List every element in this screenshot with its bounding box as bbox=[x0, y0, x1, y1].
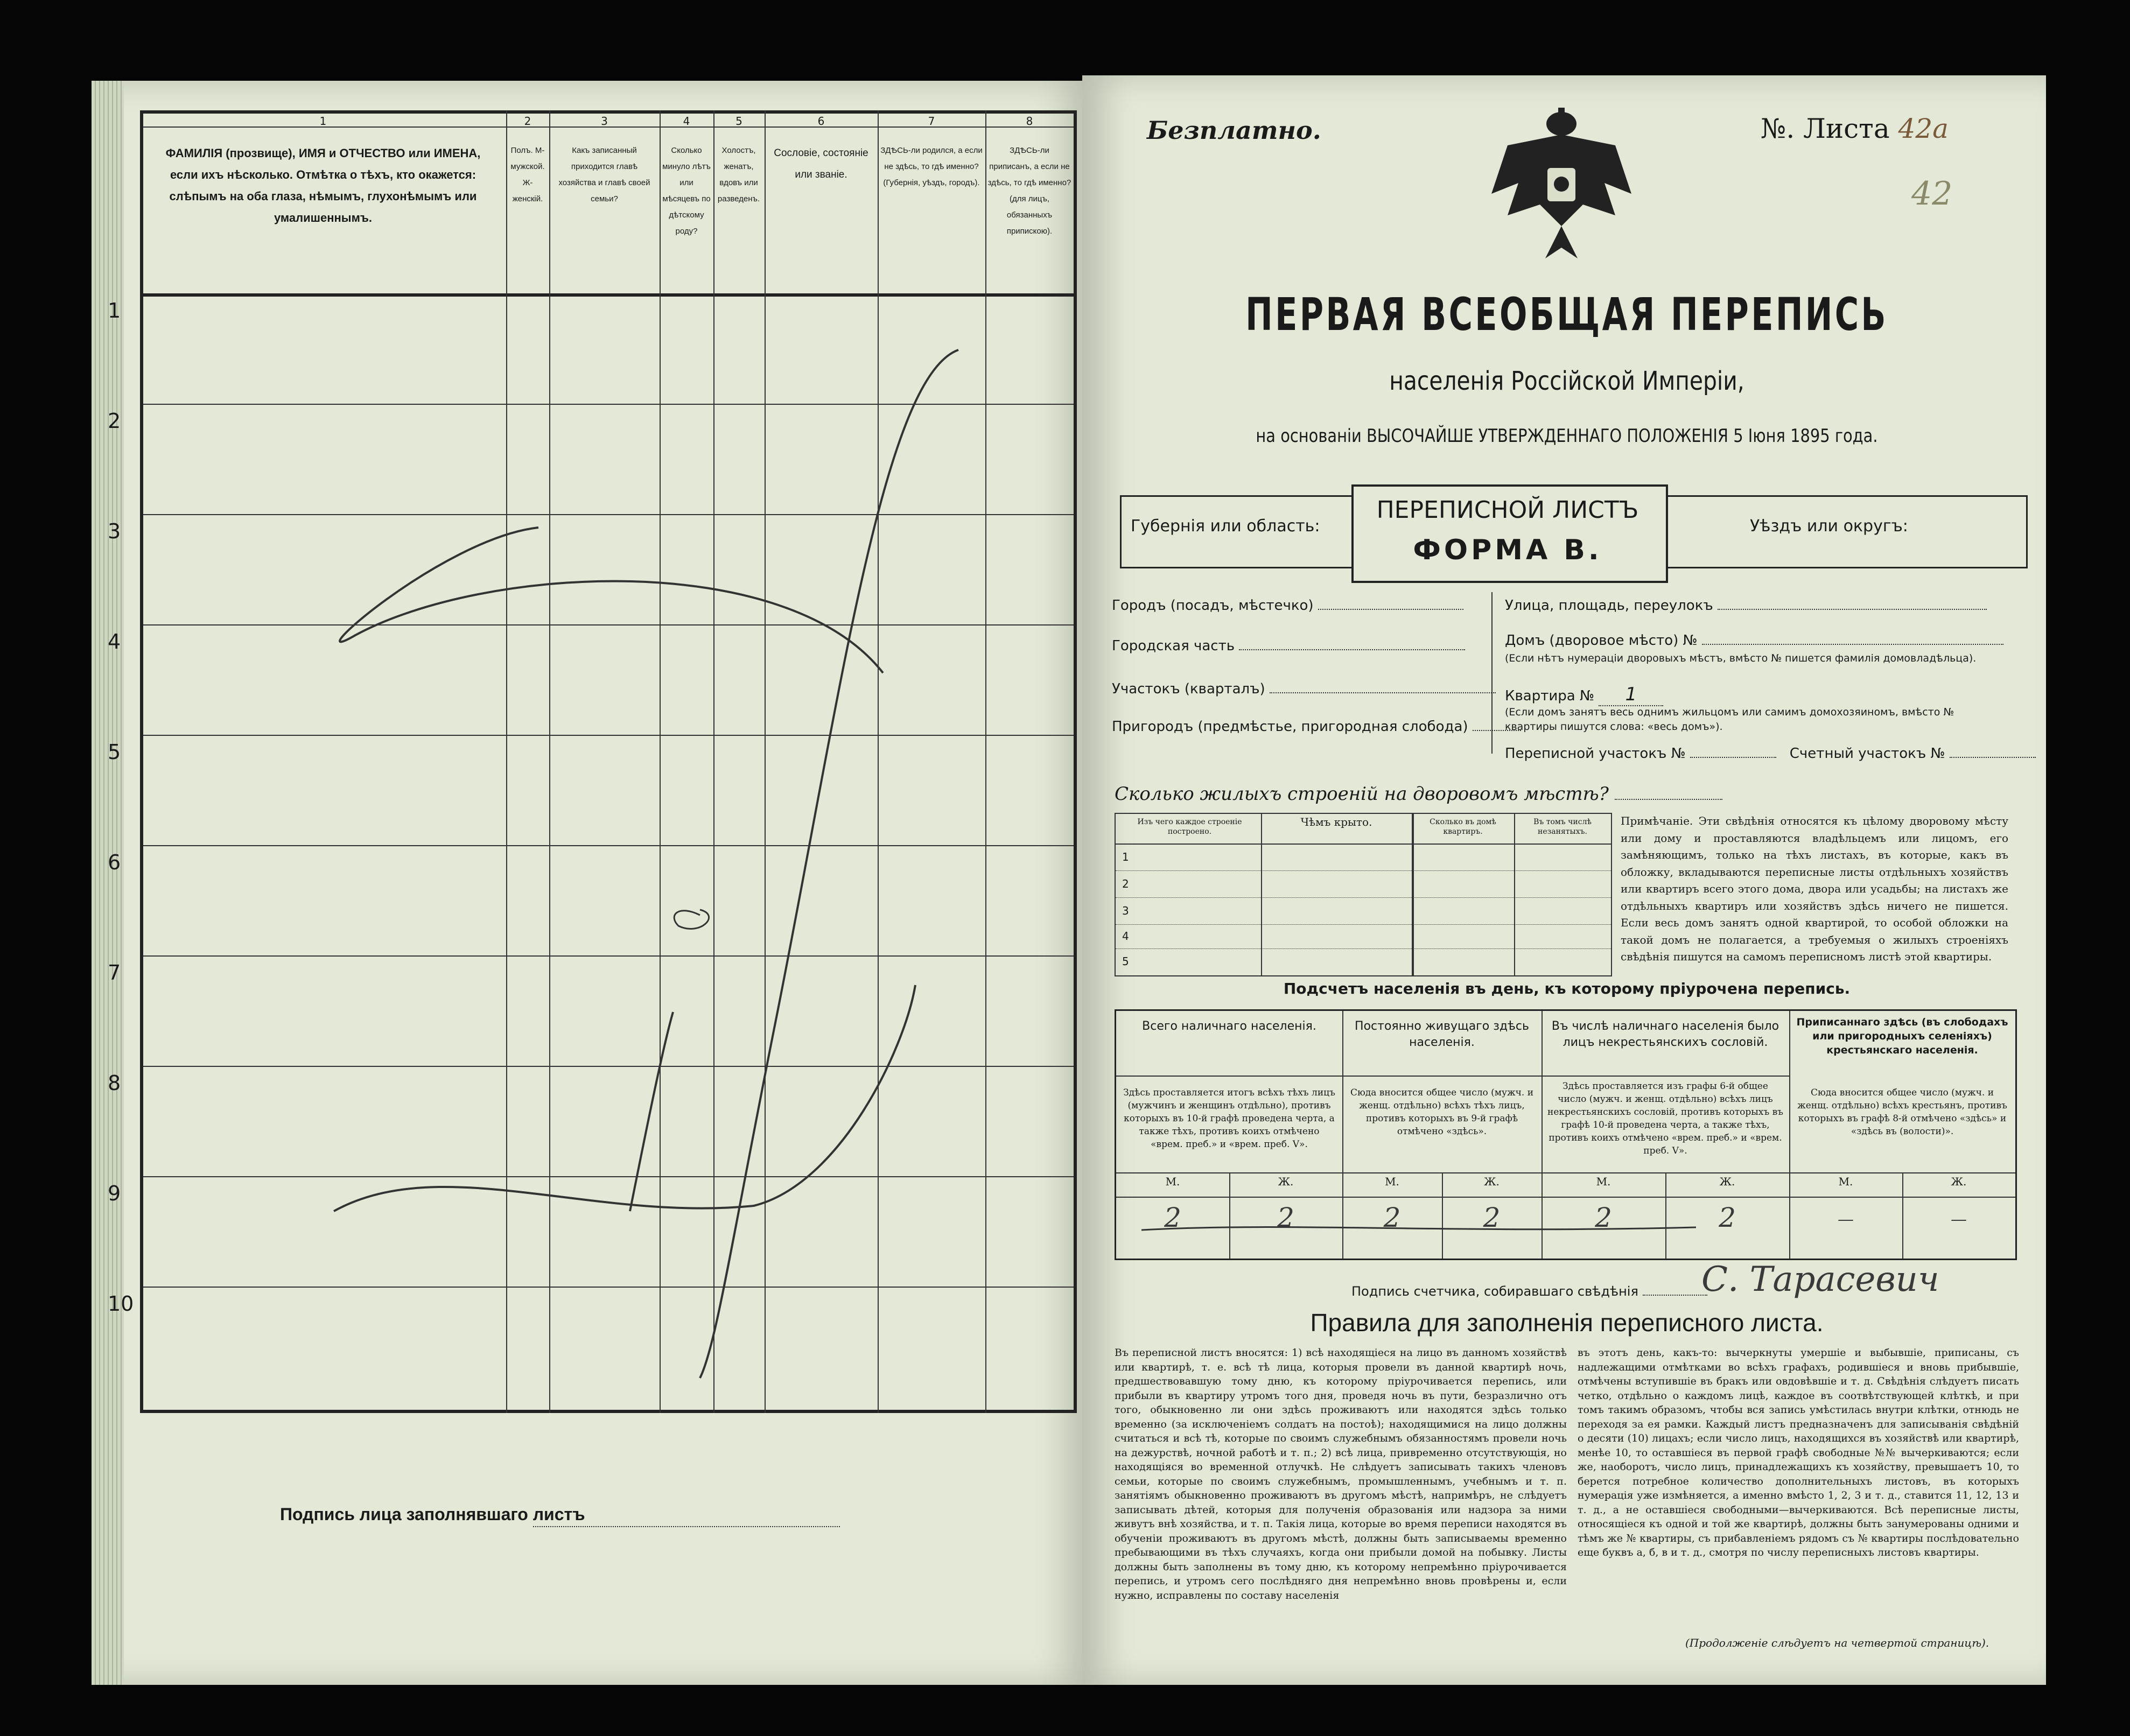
female-label: Ж. bbox=[1719, 1175, 1735, 1188]
census-subtitle: населенія Россійской Имперіи, bbox=[1389, 366, 1744, 396]
population-count-title: Подсчетъ населенія въ день, къ которому пріурочена перепись. bbox=[1283, 980, 1851, 997]
male-label: М. bbox=[1596, 1175, 1611, 1188]
street-field: Улица, площадь, переулокъ bbox=[1505, 598, 1987, 614]
row-number: 7 bbox=[108, 961, 121, 985]
buildings-col-roof: Чѣмъ крыто. bbox=[1300, 816, 1372, 828]
buildings-row: 1 bbox=[1122, 851, 1129, 863]
col-header-registered: ЗДѢСЬ-ли приписанъ, а если не здѣсь, то гдѣ именно? (для лицъ, обязанныхъ припискою). bbox=[987, 146, 1071, 236]
col-number: 3 bbox=[601, 115, 608, 128]
house-field: Домъ (дворовое мѣсто) № bbox=[1505, 632, 2003, 649]
count-explain-peasant: Сюда вносится общее число (мужч. и женщ. отдѣльно) всѣхъ крестьянъ, противъ которыхъ въ графѣ 8-й отмѣчено «здѣсь» и «здѣсь въ (волости)». bbox=[1797, 1087, 2007, 1137]
form-letter: ФОРМА В. bbox=[1413, 534, 1602, 566]
buildings-row: 4 bbox=[1122, 930, 1129, 943]
count-value: 2 bbox=[1595, 1202, 1612, 1233]
census-section-field: Переписной участокъ № Счетный участокъ № bbox=[1505, 746, 2036, 762]
census-basis: на основаніи ВЫСОЧАЙШЕ УТВЕРЖДЕННАГО ПОЛОЖЕНІЯ 5 Іюня 1895 года. bbox=[1256, 425, 1878, 447]
count-header-resident: Постоянно живущаго здѣсь населенія. bbox=[1355, 1020, 1529, 1049]
count-value: 2 bbox=[1719, 1202, 1736, 1233]
row-number: 5 bbox=[108, 740, 121, 764]
count-header-present: Всего наличнаго населенія. bbox=[1142, 1020, 1316, 1033]
row-number: 3 bbox=[108, 519, 121, 543]
col-header-name: ФАМИЛІЯ (прозвище), ИМЯ и ОТЧЕСТВО или ИМЕНА, если ихъ нѣсколько. Отмѣтка о тѣхъ, кто окажется: слѣпымъ на оба глаза, нѣмымъ, глухонѣмымъ или умалишеннымъ. bbox=[165, 146, 481, 224]
house-note: (Если нѣтъ нумераціи дворовыхъ мѣстъ, вмѣсто № пишется фамилія домовладѣльца). bbox=[1505, 652, 1977, 664]
row-number: 2 bbox=[108, 409, 121, 433]
census-title: ПЕРВАЯ ВСЕОБЩАЯ ПЕРЕПИСЬ bbox=[1245, 288, 1888, 341]
suburb-field: Пригородъ (предмѣстье, пригородная слобода) bbox=[1112, 719, 1521, 735]
col-header-relation: Какъ записанный приходится главѣ хозяйства и главѣ своей семьи? bbox=[558, 146, 650, 203]
continued-note: (Продолженіе слѣдуетъ на четвертой страницѣ). bbox=[1685, 1636, 1989, 1649]
handwritten-page-number: 42 bbox=[1911, 175, 1953, 213]
rules-title: Правила для заполненія переписного листа. bbox=[1310, 1309, 1824, 1337]
town-part-field: Городская часть bbox=[1112, 638, 1465, 654]
count-value: 2 bbox=[1277, 1202, 1294, 1233]
male-label: М. bbox=[1838, 1175, 1853, 1188]
female-label: Ж. bbox=[1951, 1175, 1967, 1188]
buildings-row: 5 bbox=[1122, 955, 1129, 968]
count-value: 2 bbox=[1383, 1202, 1401, 1233]
col-number: 8 bbox=[1026, 115, 1033, 128]
sheet-type-title: ПЕРЕПИСНОЙ ЛИСТЪ bbox=[1376, 496, 1639, 524]
male-label: М. bbox=[1385, 1175, 1399, 1188]
buildings-row: 2 bbox=[1122, 877, 1129, 890]
row-number: 4 bbox=[108, 630, 121, 653]
buildings-question: Сколько жилыхъ строеній на дворовомъ мѣстѣ? bbox=[1115, 783, 1722, 805]
col-number: 2 bbox=[524, 115, 531, 128]
count-header-nonpeasant: Въ числѣ наличнаго населенія было лицъ некрестьянскихъ сословій. bbox=[1551, 1020, 1779, 1049]
female-label: Ж. bbox=[1484, 1175, 1500, 1188]
row-number: 9 bbox=[108, 1182, 121, 1205]
free-label: Безплатно. bbox=[1147, 116, 1321, 145]
count-value: 2 bbox=[1483, 1202, 1501, 1233]
town-field: Городъ (посадъ, мѣстечко) bbox=[1112, 598, 1463, 614]
buildings-col-material: Изъ чего каждое строеніе построено. bbox=[1137, 818, 1242, 836]
rules-text-left: Въ переписной листъ вносятся: 1) всѣ находящіеся на лицо въ данномъ хозяйствѣ или квартирѣ, т. е. всѣ тѣ лица, которыя провели въ данной квартирѣ ночь, предшествовавшую тому дню, къ которому пріурочивается перепись, или прибыли въ квартиру утромъ того дня, проведя ночь въ пути, безразлично отъ того, обыкновенно ли они здѣсь проживаютъ или находятся здѣсь только временно (за исключеніемъ солдатъ на постоѣ); находящимися на лицо должны считаться и всѣ тѣ, которые по своимъ служебнымъ обязанностямъ провели ночь на дежурствѣ, ночной работѣ и т. п.; 2) всѣ лица, привременно отсутствующія, но находящіяся во временной отлучкѣ. Не слѣдуетъ записывать такихъ членовъ семьи, которые по своимъ служебнымъ, промышленнымъ, учебнымъ и т. п. занятіямъ обыкновенно проживаютъ въ другомъ мѣстѣ, напримѣръ, не слѣдуетъ записывать дѣтей, которыя для полученія образованія или надзора за ними живутъ внѣ хозяйства, и т. п. Такія лица, которые во время переписи находятся въ обученіи проживаютъ въ другомъ мѣстѣ, должны быть записываемы временно пребывающими въ тѣхъ случаяхъ, когда они прибыли домой на побывку. Листы должны быть заполнены въ тому дню, къ которому непремѣнно пріурочивается перепись, и утромъ сего послѣдняго дня непремѣнно вновь провѣрены и, если нужно, исправлены по составу населенія bbox=[1115, 1347, 1567, 1601]
buildings-col-apartments: Сколько въ домѣ квартиръ. bbox=[1430, 818, 1496, 836]
rules-text-right: въ этотъ день, какъ-то: вычеркнуты умершіе и выбывшіе, приписаны, съ надлежащими отмѣтками во всѣхъ графахъ, родившіеся и вновь прибывшіе, отмѣчены вступившіе въ бракъ или овдовѣвшіе и т. д. Свѣдѣнія слѣдуетъ писать четко, отдѣльно о каждомъ лицѣ, каждое въ соотвѣтствующей клѣткѣ, и при томъ такимъ образомъ, чтобы вся запись умѣстилась внутри клѣтки, отнюдь не переходя за ея рамки. Каждый листъ предназначенъ для записыванія свѣдѣній о десяти (10) лицахъ; если число лицъ, находящихся въ хозяйствѣ или квартирѣ, менѣе 10, то оставшіеся въ первой графѣ свободные №№ вычеркиваются; если же, наоборотъ, число лицъ, принадлежащихъ къ хозяйству, превышаетъ 10, то берется потребное количество дополнительныхъ листовъ, въ которыхъ нумерація уже измѣняется, а именно вмѣсто 1, 2, 3 и т. д., ставится 11, 12, 13 и т. д., а не оставшіеся свободными—вычеркиваются. Всѣ переписные листы, относящіеся къ одной и той же квартирѣ, должны быть занумерованы одними и тѣмъ же № квартиры, съ прибавленіемъ рядомъ съ № квартиры послѣдовательно еще буквъ а, б, в и т. д., смотря по числу переписныхъ листовъ квартиры. bbox=[1578, 1347, 2019, 1558]
counter-signature-label: Подпись счетчика, собиравшаго свѣдѣнія bbox=[1351, 1284, 1707, 1299]
counter-signature: С. Тарасевич bbox=[1701, 1260, 1939, 1299]
province-label: Губернія или область: bbox=[1131, 517, 1320, 536]
count-header-peasant: Приписаннаго здѣсь (въ слободахъ или пригородныхъ селеніяхъ) крестьянскаго населенія. bbox=[1796, 1016, 2008, 1056]
filler-signature-label: Подпись лица заполнявшаго листъ bbox=[280, 1505, 585, 1524]
count-value: — bbox=[1951, 1210, 1967, 1229]
col-number: 6 bbox=[817, 115, 825, 128]
col-number: 5 bbox=[735, 115, 742, 128]
row-number: 6 bbox=[108, 851, 121, 874]
count-explain-resident: Сюда вносится общее число (мужч. и женщ. отдѣльно) всѣхъ тѣхъ лицъ, противъ которыхъ въ 9-й графѣ отмѣчено «здѣсь». bbox=[1350, 1087, 1534, 1137]
buildings-row: 3 bbox=[1122, 904, 1129, 917]
col-header-birthplace: ЗДѢСЬ-ли родился, а если не здѣсь, то гдѣ именно? (Губернія, уѣздъ, городъ). bbox=[880, 146, 983, 187]
count-explain-present: Здѣсь проставляется итогъ всѣхъ тѣхъ лицъ (мужчинъ и женщинъ отдѣльно), противъ которыхъ въ 10-й графѣ проведена черта, а также тѣхъ, противъ коихъ отмѣчено «врем. преб.» и «врем. преб. V». bbox=[1123, 1087, 1335, 1150]
row-number: 10 bbox=[108, 1292, 134, 1316]
male-label: М. bbox=[1165, 1175, 1180, 1188]
col-header-estate: Сословіе, состояніе или званіе. bbox=[774, 147, 868, 180]
count-explain-nonpeasant: Здѣсь проставляется изъ графы 6-й общее число (мужч. и женщ. отдѣльно) всѣхъ лицъ некрестьянскихъ сословій, противъ которыхъ въ графѣ 10-й проведена черта, а также тѣхъ, противъ коихъ отмѣчено «врем. преб.» и «врем. преб. V». bbox=[1547, 1081, 1783, 1156]
row-number: 1 bbox=[108, 299, 121, 322]
female-label: Ж. bbox=[1278, 1175, 1294, 1188]
apartment-note: (Если домъ занятъ весь однимъ жильцомъ или самимъ домохозяиномъ, вмѣсто № квартиры пишутся слова: «весь домъ»). bbox=[1505, 706, 1954, 733]
sheet-number-value: 42а bbox=[1898, 113, 1949, 144]
row-number: 8 bbox=[108, 1071, 121, 1095]
col-header-age: Сколько минуло лѣтъ или мѣсяцевъ по дѣтскому роду? bbox=[662, 146, 711, 236]
col-number: 1 bbox=[319, 115, 327, 128]
buildings-note: Примѣчаніе. Эти свѣдѣнія относятся къ цѣлому дворовому мѣсту или дому и проставляются владѣльцемъ или лицомъ, его замѣняющимъ, только на тѣхъ листахъ, въ которые, какъ въ обложку, вкладываются переписные листы отдѣльныхъ хозяйствъ или квартиръ всего этого дома, двора или усадьбы; на листахъ же отдѣльныхъ квартиръ или хозяйствъ здѣсь ничего не пишется. Если весь домъ занятъ одной квартирой, то особой обложки на такой домъ не полагается, а требуемыя о жилыхъ строеніяхъ свѣдѣнія пишутся на самомъ переписномъ листѣ этой квартиры. bbox=[1621, 814, 2008, 963]
count-value: — bbox=[1838, 1210, 1854, 1229]
col-number: 7 bbox=[928, 115, 935, 128]
col-number: 4 bbox=[683, 115, 690, 128]
col-header-marital: Холостъ, женатъ, вдовъ или разведенъ. bbox=[717, 146, 760, 203]
sheet-number-label: №. Листа bbox=[1761, 113, 1890, 144]
apartment-field: Квартира № 1 bbox=[1505, 684, 1663, 706]
precinct-field: Участокъ (кварталъ) bbox=[1112, 681, 1496, 697]
county-label: Уѣздъ или округъ: bbox=[1750, 517, 1908, 536]
count-value: 2 bbox=[1164, 1202, 1181, 1233]
buildings-col-vacant: Въ томъ числѣ незанятыхъ. bbox=[1533, 818, 1592, 836]
col-header-sex: Полъ. М-мужской. Ж-женскій. bbox=[510, 146, 545, 203]
